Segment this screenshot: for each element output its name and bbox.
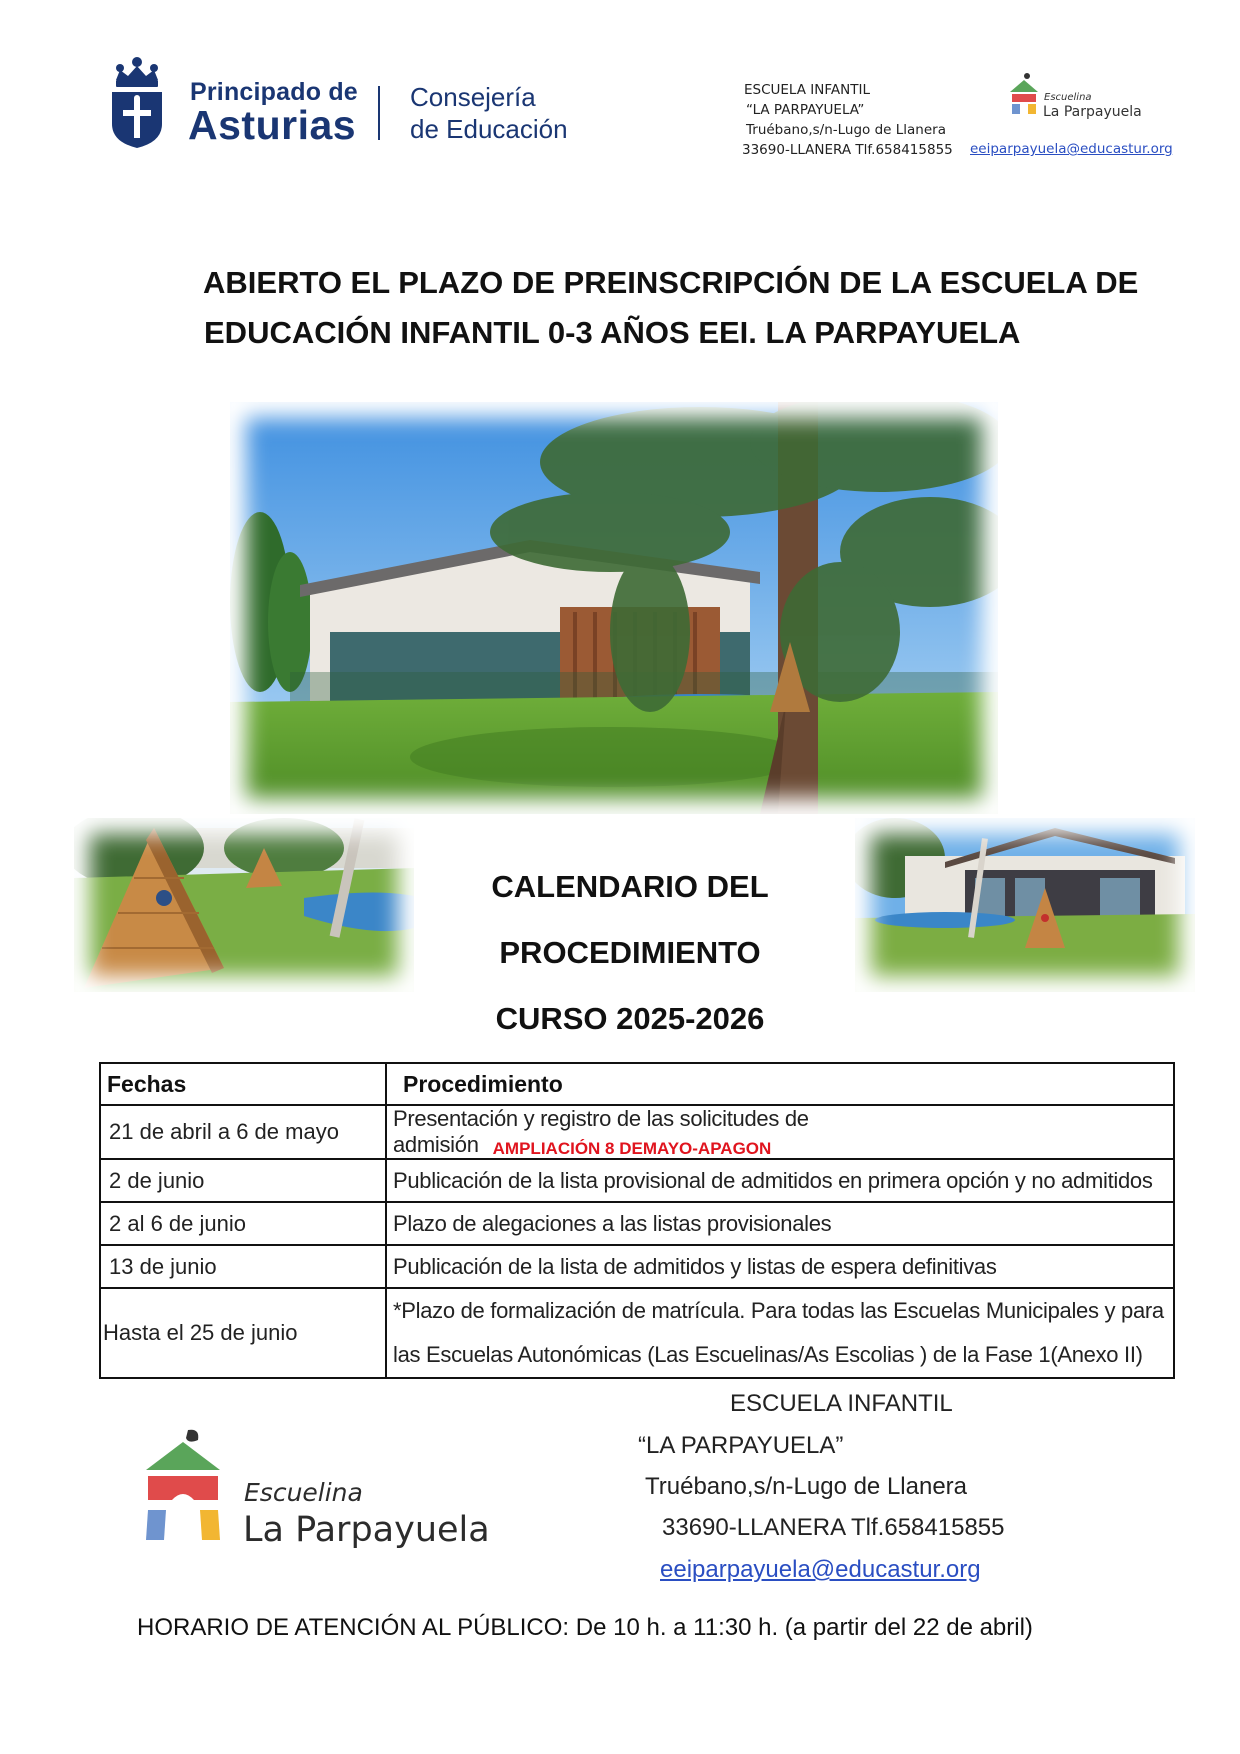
- table-header-row: [100, 1063, 1174, 1105]
- title-line1: ABIERTO EL PLAZO DE PREINSCRIPCIÓN DE LA ESCUELA DE: [203, 265, 1139, 300]
- table-row: [100, 1159, 1174, 1202]
- footer-logo-text-line1: Escuelina: [244, 1478, 363, 1507]
- footer-address-line2: “LA PARPAYUELA”: [638, 1432, 844, 1459]
- extension-note: AMPLIACIÓN 8 DEMAYO-APAGON: [492, 1139, 772, 1158]
- row-date: 2 al 6 de junio: [100, 1202, 386, 1245]
- calendar-heading-line2: PROCEDIMIENTO: [499, 935, 761, 970]
- column-header-dates: Fechas: [100, 1063, 386, 1105]
- header-address-line2: “LA PARPAYUELA”: [746, 102, 865, 118]
- row-procedure-text: Presentación y registro de las solicitudes de admisión: [393, 1106, 809, 1157]
- row-procedure: Publicación de la lista provisional de admitidos en primera opción y no admitidos: [386, 1159, 1174, 1202]
- title-line2: EDUCACIÓN INFANTIL 0-3 AÑOS EEI. LA PARPAYUELA: [204, 315, 1021, 350]
- department-name-line2: de Educación: [410, 114, 568, 144]
- footer-address-line1: ESCUELA INFANTIL: [730, 1390, 953, 1417]
- school-garden-photo: [855, 818, 1195, 992]
- column-header-procedure: Procedimiento: [386, 1063, 1174, 1105]
- row-procedure: Plazo de alegaciones a las listas provisionales: [386, 1202, 1174, 1245]
- footer-logo-text-line2: La Parpayuela: [243, 1510, 490, 1550]
- row-date: 13 de junio: [100, 1245, 386, 1288]
- government-name-line1: Principado de: [190, 78, 358, 106]
- table-row: [100, 1202, 1174, 1245]
- table-row: [100, 1105, 1174, 1159]
- playground-wooden-hut-photo: [74, 818, 414, 992]
- row-procedure-line1: *Plazo de formalización de matrícula. Para todas las Escuelas Municipales y para: [393, 1298, 1164, 1323]
- page-title: [203, 258, 1163, 358]
- calendar-heading: [440, 862, 820, 1060]
- asturias-shield-icon: [108, 54, 166, 150]
- row-procedure-line2: las Escuelas Autonómicas (Las Escuelinas/As Escolias ) de la Fase 1(Anexo II): [393, 1342, 1143, 1367]
- office-hours: HORARIO DE ATENCIÓN AL PÚBLICO: De 10 h. a 11:30 h. (a partir del 22 de abril): [137, 1614, 1033, 1641]
- government-name-line2: Asturias: [188, 102, 357, 148]
- procedure-calendar-table: [99, 1062, 1175, 1379]
- calendar-heading-line3: CURSO 2025-2026: [495, 1001, 765, 1036]
- school-building-photo: [230, 402, 998, 814]
- header-address-line3: Truébano,s/n-Lugo de Llanera: [746, 122, 946, 138]
- footer-address-line3: Truébano,s/n-Lugo de Llanera: [645, 1473, 968, 1500]
- escuelina-house-logo-icon: [142, 1428, 224, 1548]
- row-date: Hasta el 25 de junio: [100, 1288, 386, 1378]
- header-school-address: [742, 80, 953, 160]
- header-logo-text-line1: Escuelina: [1044, 92, 1092, 103]
- escuelina-house-icon: [1004, 70, 1044, 120]
- table-row: [100, 1288, 1174, 1378]
- footer-address-line4: 33690-LLANERA Tlf.658415855: [662, 1514, 1005, 1541]
- row-procedure: [386, 1105, 1174, 1159]
- row-procedure: [386, 1288, 1174, 1378]
- header-address-line1: ESCUELA INFANTIL: [744, 82, 870, 98]
- row-date: 21 de abril a 6 de mayo: [100, 1105, 386, 1159]
- row-date: 2 de junio: [100, 1159, 386, 1202]
- header-divider: [378, 86, 380, 140]
- calendar-heading-line1: CALENDARIO DEL: [491, 869, 769, 904]
- header-logo-text-line2: La Parpayuela: [1043, 104, 1142, 120]
- header-address-line4: 33690-LLANERA Tlf.658415855: [742, 142, 953, 158]
- footer-email-link[interactable]: eeiparpayuela@educastur.org: [660, 1556, 981, 1583]
- header-email-link[interactable]: eeiparpayuela@educastur.org: [970, 141, 1173, 157]
- department-name-line1: Consejería: [410, 82, 536, 112]
- table-row: [100, 1245, 1174, 1288]
- row-procedure: Publicación de la lista de admitidos y listas de espera definitivas: [386, 1245, 1174, 1288]
